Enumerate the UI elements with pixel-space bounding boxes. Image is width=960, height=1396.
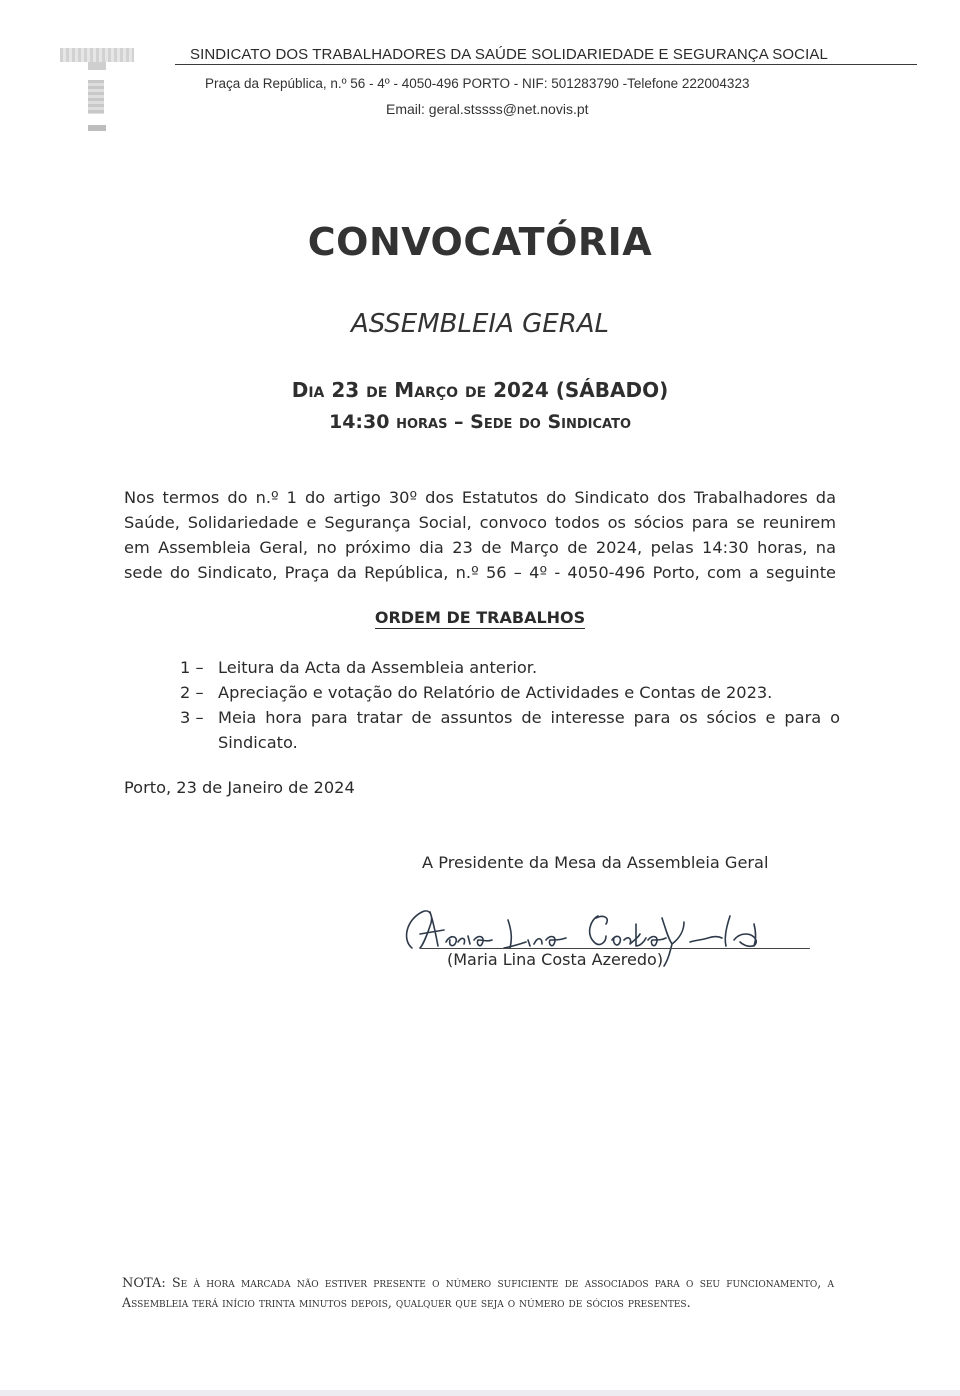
meeting-time-place: 14:30 horas – Sede do Sindicato (328, 411, 632, 433)
paragraph-line: Nos termos do n.º 1 do artigo 30º dos Estatutos do Sindicato dos Trabalhadores da (124, 488, 836, 507)
meeting-date: Dia 23 de Março de 2024 (SÁBADO) (291, 378, 669, 402)
paragraph-line: Saúde, Solidariedade e Segurança Social, convoco todos os sócios para se reunirem (124, 513, 836, 532)
agenda-item-number: 3 – (180, 708, 204, 727)
paragraph-line: em Assembleia Geral, no próximo dia 23 de Março de 2024, pelas 14:30 horas, na (124, 538, 836, 557)
agenda-item-number: 2 – (180, 683, 204, 702)
organization-email: Email: geral.stssss@net.novis.pt (386, 101, 589, 117)
agenda-item-text: Leitura da Acta da Assembleia anterior. (218, 658, 538, 677)
agenda-item-number: 1 – (180, 658, 204, 677)
place-and-date: Porto, 23 de Janeiro de 2024 (124, 778, 355, 797)
agenda-list (180, 655, 840, 755)
logo-top-bar (60, 48, 134, 62)
agenda-item (180, 705, 840, 755)
agenda-title-text: ORDEM DE TRABALHOS (374, 608, 586, 627)
agenda-item-text: Apreciação e votação do Relatório de Actividades e Contas de 2023. (218, 683, 773, 702)
organization-address: Praça da República, n.º 56 - 4º - 4050-496 PORTO - NIF: 501283790 -Telefone 222004323 (205, 76, 750, 91)
signer-name: (Maria Lina Costa Azeredo) (447, 950, 664, 969)
signature-line (420, 948, 810, 949)
document-title: CONVOCATÓRIA (307, 220, 653, 264)
agenda-item (180, 680, 840, 705)
footnote-label: NOTA: (122, 1276, 166, 1291)
convocation-paragraph (124, 485, 836, 585)
document-subtitle: ASSEMBLEIA GERAL (350, 309, 610, 339)
bottom-edge (0, 1390, 960, 1396)
signatory-role: A Presidente da Mesa da Assembleia Geral (422, 853, 769, 872)
paragraph-line: sede do Sindicato, Praça da República, n.º 56 – 4º - 4050-496 Porto, com a seguinte (124, 563, 836, 582)
footnote (122, 1273, 834, 1312)
agenda-item (180, 655, 840, 680)
logo-stem (88, 80, 104, 114)
agenda-item-text: Meia hora para tratar de assuntos de interesse para os sócios e para o Sindicato. (218, 708, 840, 752)
organization-name: SINDICATO DOS TRABALHADORES DA SAÚDE SOLIDARIEDADE E SEGURANÇA SOCIAL (190, 46, 828, 63)
agenda-title (0, 608, 960, 627)
header-rule (175, 64, 917, 65)
logo-neck (88, 62, 106, 70)
footnote-text: Se à hora marcada não estiver presente o número suficiente de associados para o seu funcionamento, a Assembleia terá início trinta minutos depois, qualquer que seja o número de sócios presentes. (122, 1275, 834, 1310)
logo-base (88, 125, 106, 131)
